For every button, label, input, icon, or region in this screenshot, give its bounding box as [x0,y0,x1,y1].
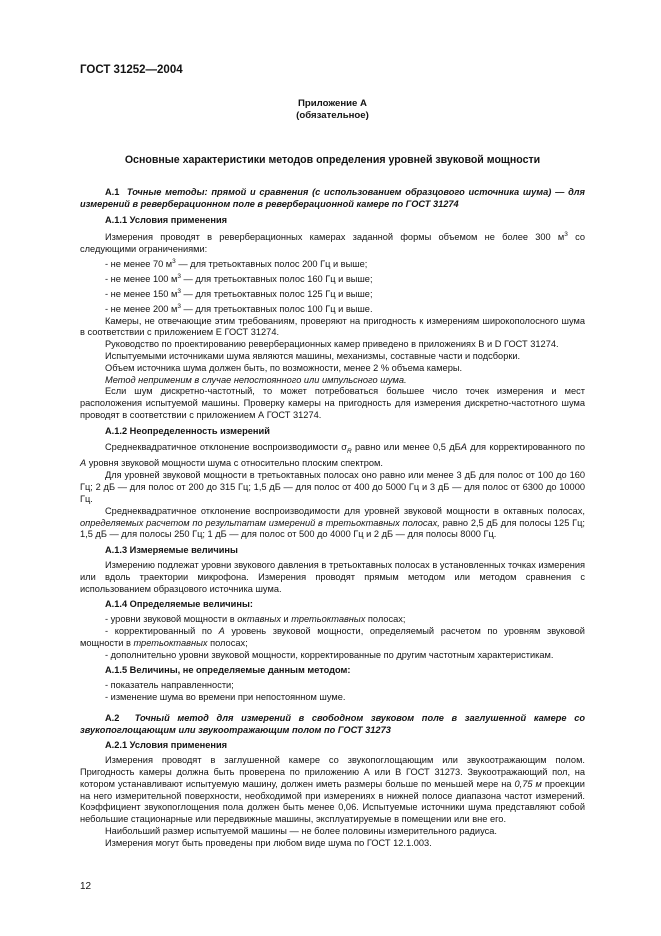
paragraph [80,755,585,826]
appendix-subtitle: (обязательное) [296,110,369,121]
text: - не менее 150 м [105,288,178,299]
text: третьоктавных [133,637,208,648]
section-a1-heading [80,187,585,211]
list-item: - показатель направленности; [105,680,234,691]
list-item [80,286,585,301]
text: — для третьоктавных полос 100 Гц и выше. [180,303,373,314]
text: Среднеквадратичное отклонение воспроизводимости σ [105,441,347,452]
paragraph: Камеры, не отвечающие этим требованиям, проверяют на пригодность к измерениям широкополосного шума в соответствии с приложением Е ГОСТ 31274. [80,315,585,338]
text: уровень звуковой мощности, определяемый расчетом по уровням звуковой мощности в [80,625,585,648]
subsection-a21-heading: А.2.1 Условия применения [105,740,228,751]
list-item [80,614,585,626]
paragraph [80,506,585,541]
subsection-a14-heading: А.1.4 Определяемые величины: [105,599,253,610]
section-a2-heading [80,713,585,737]
paragraph: Объем источника шума должен быть, по возможности, менее 2 % объема камеры. [105,362,463,373]
text: 0,75 м [514,778,542,789]
list-item: - изменение шума во времени при непостоянном шуме. [105,691,346,702]
section-title: Точные методы: прямой и сравнения (с использованием образцового источника шума) — для измерений в реверберационном поле в реверберационной камере по ГОСТ 31274 [80,187,585,209]
text: для корректированного по [466,441,586,452]
superscript: 3 [177,272,181,280]
text: — для третьоктавных полос 200 Гц и выше; [175,259,368,270]
text: третьоктавных [291,614,366,625]
paragraph: Если шум дискретно-частотный, то может потребоваться большее число точек измерения и мест расположения испытуемой машины. Проверку камеры на пригодность для измерения дискретно-частотного шума проводят в соответствии с приложением А ГОСТ 31274. [80,386,585,420]
superscript: 3 [177,302,181,310]
appendix-heading [80,98,585,122]
text: Измерения проводят в реверберационных камерах заданной формы объемом не более 300 м [105,232,565,243]
list-item [80,301,585,316]
text: полосах; [365,614,406,625]
text: - не менее 200 м [105,303,178,314]
text: полосах; [207,637,248,648]
paragraph: Испытуемыми источниками шума являются машины, механизмы, составные части и подсборки. [105,350,521,361]
text: уровня звуковой мощности шума с относительно плоским спектром. [86,458,383,469]
paragraph: Руководство по проектированию реверберационных камер приведено в приложениях В и D ГОСТ 31274. [105,339,559,350]
paragraph: Наибольший размер испытуемой машины — не более половины измерительного радиуса. [105,825,497,836]
paragraph [80,441,585,471]
document-body [80,186,585,849]
text: А [460,441,467,452]
text: октавных [237,614,281,625]
main-title: Основные характеристики методов определения уровней звуковой мощности [124,154,541,166]
text: Среднеквадратичное отклонение воспроизводимости для уровней звуковой мощности в октавных полосах, [105,505,585,516]
document-header: ГОСТ 31252—2004 [80,64,183,76]
superscript: 3 [177,287,181,295]
superscript: 3 [564,231,568,239]
text: и [280,614,292,625]
text: - не менее 70 м [105,259,173,270]
text: Измерения проводят в заглушенной камере со звукопоглощающим или звукоотражающим полом. Пригодность камеры должна быть проверена по приложению А или В ГОСТ 31273. Звукоотражающий пол, на котором устанавливают испытуемую машину, должен иметь размеры больше по меньшей мере на [80,755,585,789]
text: — для третьоктавных полос 160 Гц и выше; [180,274,373,285]
appendix-title: Приложение А [298,98,367,109]
text: определяемых расчетом по результатам измерений в третьоктавных полосах, [80,517,440,528]
list-item [80,271,585,286]
text: равно 2,5 дБ для полосы 125 Гц; 1,5 дБ — для полосы 250 Гц; 1 дБ — для полос от 500 до 4000 Гц и 2 дБ — для полосы 8000 Гц. [80,517,585,540]
subscript: R [346,447,352,455]
subsection-a15-heading: А.1.5 Величины, не определяемые данным методом: [105,665,351,676]
paragraph: Измерения могут быть проведены при любом виде шума по ГОСТ 12.1.003. [105,837,432,848]
list-item [80,626,585,650]
page-number: 12 [80,881,92,892]
list-item [80,256,585,271]
text: - корректированный по [105,625,219,636]
subsection-a11-heading: А.1.1 Условия применения [105,214,228,225]
superscript: 3 [172,258,176,266]
list-item: - дополнительно уровни звуковой мощности, корректированные по другим частотным характеристикам. [105,649,554,660]
text: со следующими ограничениями: [80,232,585,255]
paragraph: Для уровней звуковой мощности в третьоктавных полосах оно равно или менее 3 дБ для полос от 100 до 160 Гц; 2 дБ — для полос от 200 до 315 Гц; 1,5 дБ — для полос от 400 до 5000 Гц и 3 дБ — для полос от 6300 до 10000 Гц. [80,470,585,504]
paragraph: Измерению подлежат уровни звукового давления в третьоктавных полосах в установленных точках измерения или вдоль траектории микрофона. Измерения проводят прямым методом или методом сравнения с использованием образцового источника шума. [80,559,585,594]
subsection-a13-heading: А.1.3 Измеряемые величины [105,545,238,556]
subsection-a12-heading: А.1.2 Неопределенность измерений [105,425,270,436]
section-number: А.2 [105,712,120,723]
text: - не менее 100 м [105,274,178,285]
text: А [218,625,225,636]
section-number: А.1 [105,187,120,197]
paragraph: Метод неприменим в случае непостоянного или импульсного шума. [105,374,407,385]
text: А [80,458,87,469]
section-title: Точный метод для измерений в свободном звуковом поле в заглушенной камере со звукопоглощающим или звукоотражающим полом по ГОСТ 31273 [80,712,586,735]
paragraph [80,229,585,256]
text: — для третьоктавных полос 125 Гц и выше; [180,288,373,299]
text: проекции на него измерительной поверхности, необходимой при измерениях в нижней полосе диапазона частот измерений. Коэффициент звукопоглощения пола должен быть менее 0,06. Испытуемые источники шума представляют собой небольшие стационарные или передвижные машины, эксплуатируемые в помещении или вне его. [80,778,585,825]
text: равно или менее 0,5 дБ [351,441,461,452]
text: - уровни звуковой мощности в [105,614,238,625]
